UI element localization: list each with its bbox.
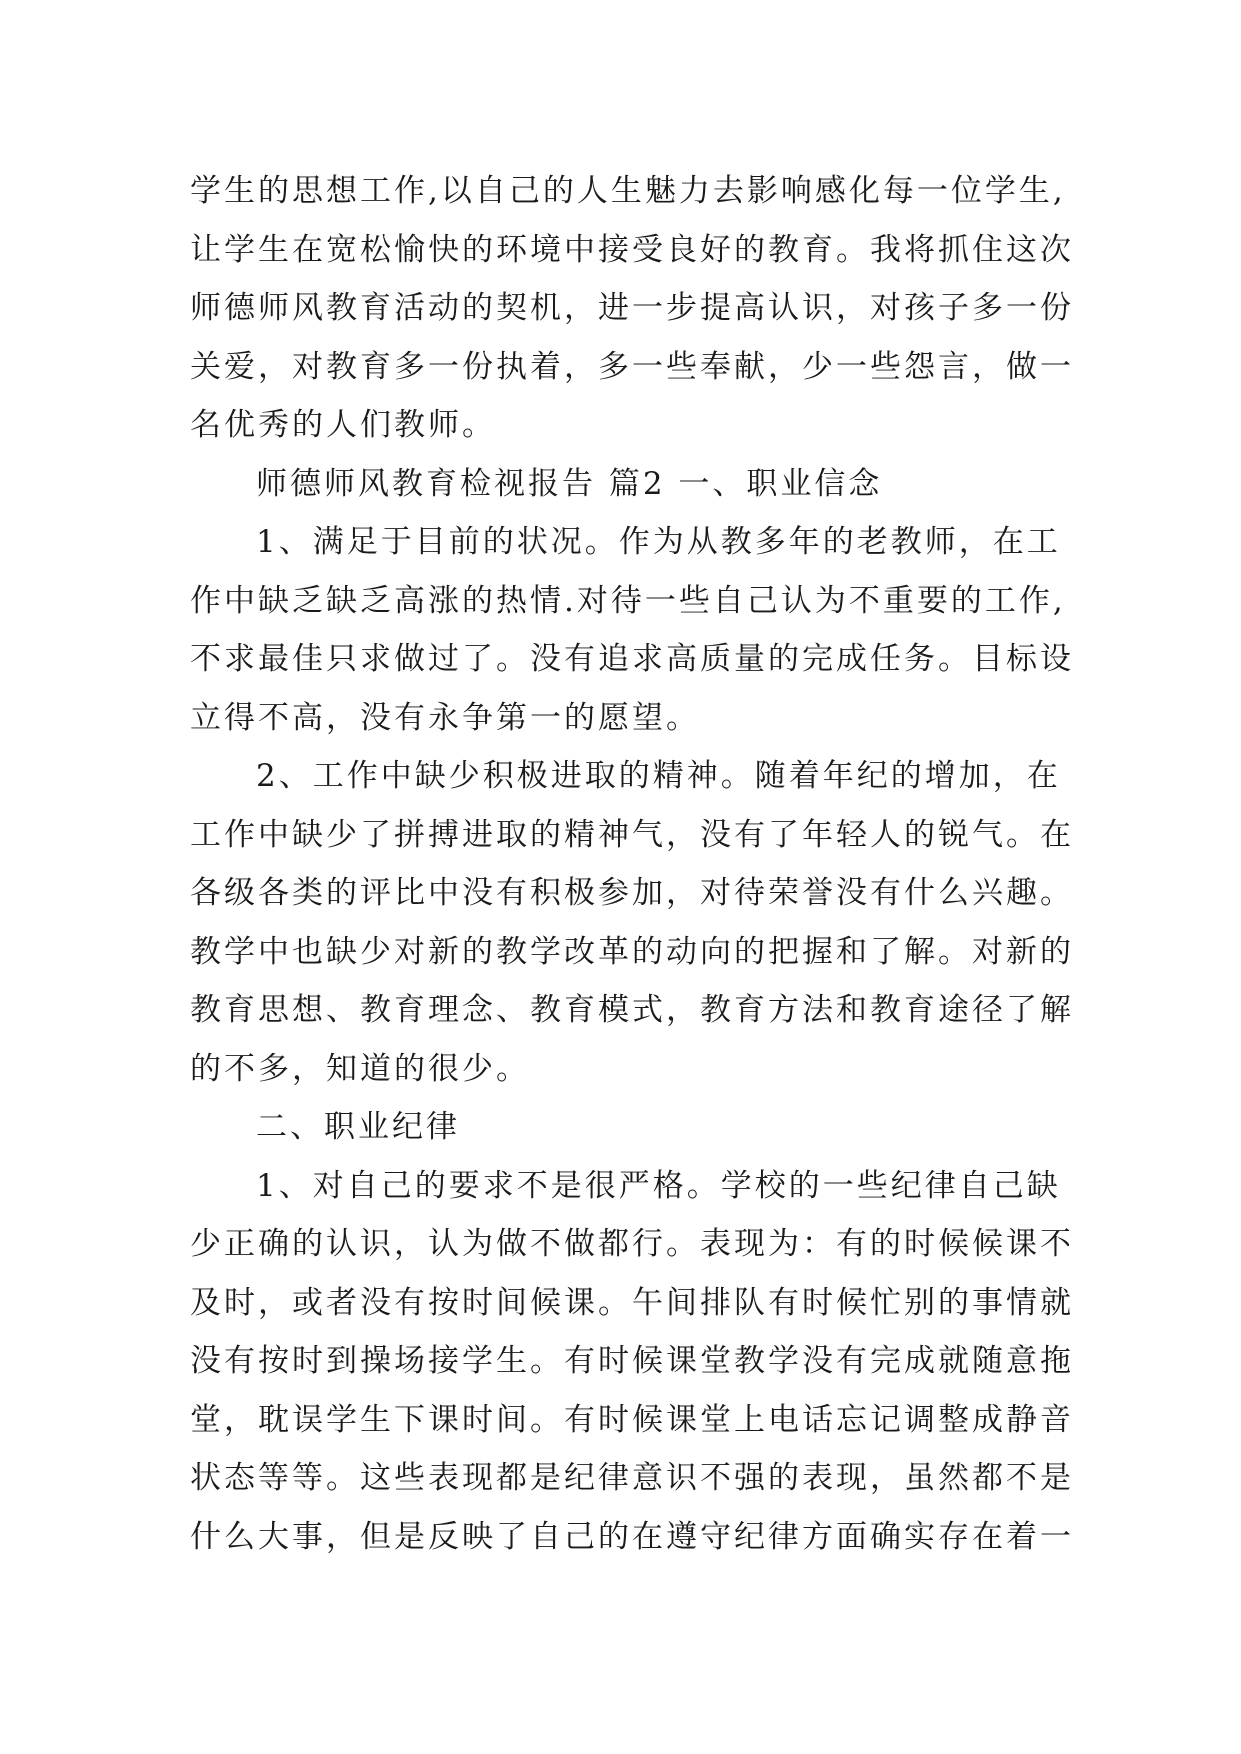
text-line: 教学中也缺少对新的教学改革的动向的把握和了解。对新的 xyxy=(190,933,1074,970)
text-line: 及时，或者没有按时间候课。午间排队有时候忙别的事情就 xyxy=(190,1284,1074,1321)
text-line: 状态等等。这些表现都是纪律意识不强的表现，虽然都不是 xyxy=(190,1460,1074,1496)
text-line: 少正确的认识，认为做不做都行。表现为：有的时候候课不 xyxy=(190,1226,1074,1262)
text-line: 立得不高，没有永争第一的愿望。 xyxy=(190,699,700,736)
text-line: 1、对自己的要求不是很严格。学校的一些纪律自己缺 xyxy=(256,1167,1061,1204)
text-line: 名优秀的人们教师。 xyxy=(190,407,496,443)
text-line: 学生的思想工作,以自己的人生魅力去影响感化每一位学生, xyxy=(190,173,1066,209)
text-line: 各级各类的评比中没有积极参加，对待荣誉没有什么兴趣。 xyxy=(190,875,1074,911)
document-body xyxy=(190,162,1074,1566)
text-line: 师德师风教育活动的契机，进一步提高认识，对孩子多一份 xyxy=(190,290,1074,326)
text-line: 1、满足于目前的状况。作为从教多年的老教师，在工 xyxy=(256,524,1061,560)
text-line: 二、职业纪律 xyxy=(256,1109,460,1145)
text-line: 不求最佳只求做过了。没有追求高质量的完成任务。目标设 xyxy=(190,641,1074,677)
text-line: 师德师风教育检视报告 篇2 一、职业信念 xyxy=(256,465,883,502)
text-line: 让学生在宽松愉快的环境中接受良好的教育。我将抓住这次 xyxy=(190,231,1074,268)
text-line: 工作中缺少了拼搏进取的精神气，没有了年轻人的锐气。在 xyxy=(190,816,1074,853)
text-line: 什么大事，但是反映了自己的在遵守纪律方面确实存在着一 xyxy=(190,1518,1074,1555)
text-line: 关爱，对教育多一份执着，多一些奉献，少一些怨言，做一 xyxy=(190,348,1074,385)
text-line: 的不多，知道的很少。 xyxy=(190,1050,530,1087)
text-line: 堂，耽误学生下课时间。有时候课堂上电话忘记调整成静音 xyxy=(190,1401,1074,1438)
text-line: 作中缺乏缺乏高涨的热情.对待一些自己认为不重要的工作, xyxy=(190,582,1066,619)
text-line: 教育思想、教育理念、教育模式，教育方法和教育途径了解 xyxy=(190,992,1074,1028)
text-line: 2、工作中缺少积极进取的精神。随着年纪的增加，在 xyxy=(256,758,1061,794)
text-line: 没有按时到操场接学生。有时候课堂教学没有完成就随意拖 xyxy=(190,1343,1074,1379)
